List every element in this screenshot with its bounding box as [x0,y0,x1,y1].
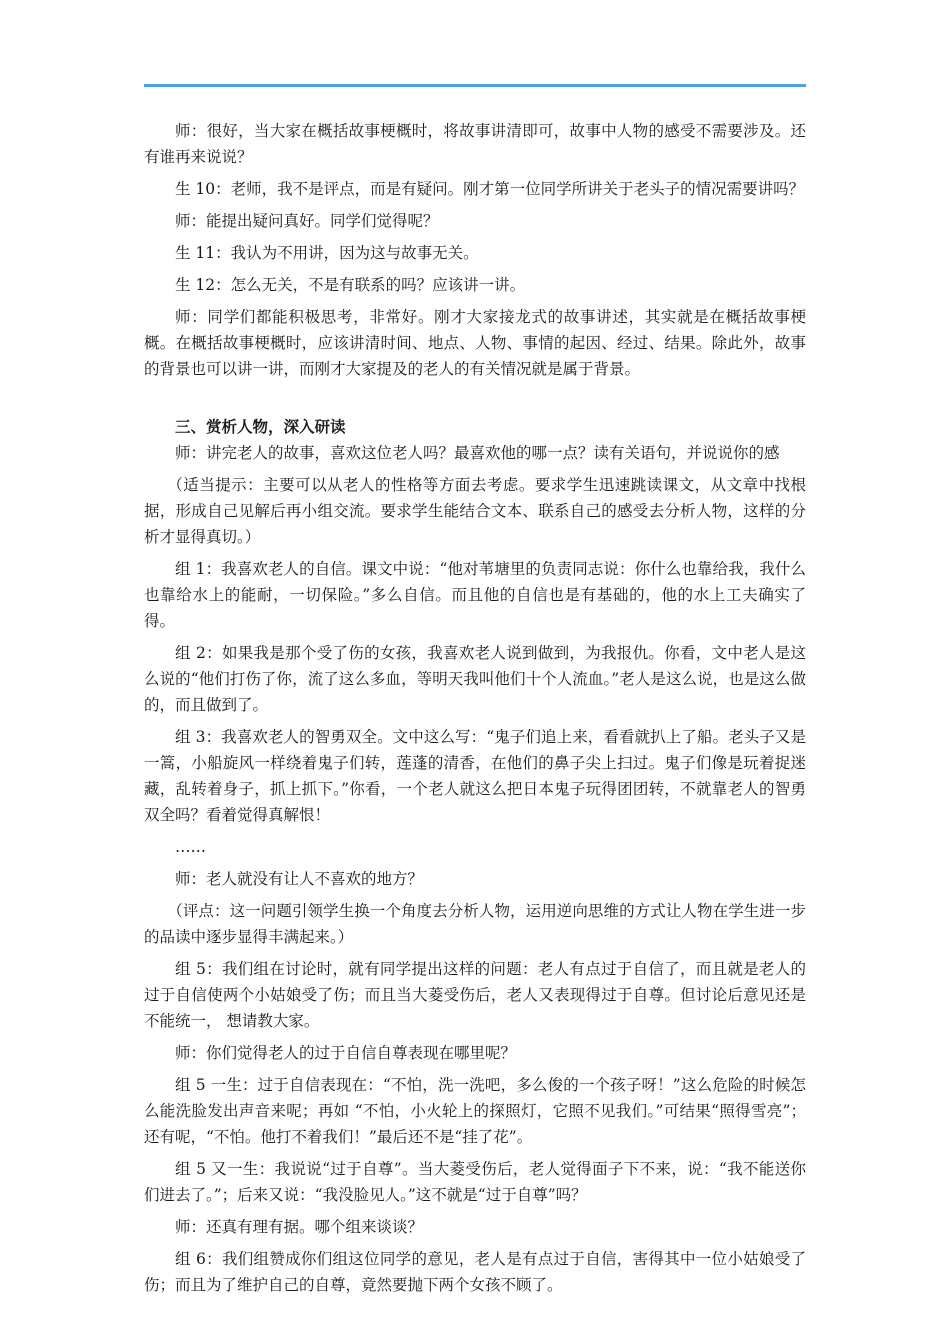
teaching-hint: （适当提示：主要可以从老人的性格等方面去考虑。要求学生迅速跳读课文，从文章中找根据，形成自己见解后再小组交流。要求学生能结合文本、联系自己的感受去分析人物，这样的分析才显得真切。） [144,476,806,546]
paragraph: 组 1：我喜欢老人的自信。课文中说：“他对苇塘里的负责同志说：你什么也靠给我，我什么也靠给水上的能耐，一切保险。”多么自信。而且他的自信也是有基础的，他的水上工夫确实了得。 [144,560,806,630]
section-heading: 三、赏析人物，深入研读 [175,417,346,436]
paragraph: 师：同学们都能积极思考，非常好。刚才大家接龙式的故事讲述，其实就是在概括故事梗概。在概括故事梗概时，应该讲清时间、地点、人物、事情的起因、经过、结果。除此外，故事的背景也可以讲一讲，而刚才大家提及的老人的有关情况就是属于背景。 [144,308,806,378]
paragraph: 组 2：如果我是那个受了伤的女孩，我喜欢老人说到做到，为我报仇。你看，文中老人是这么说的“他们打伤了你，流了这么多血，等明天我叫他们十个人流血。”老人是这么说，也是这么做的，而且做到了。 [144,644,806,714]
paragraph: 组 3：我喜欢老人的智勇双全。文中这么写：“鬼子们追上来，看看就扒上了船。老头子又是一篙，小船旋风一样绕着鬼子们转，莲蓬的清香，在他们的鼻子尖上扫过。鬼子们像是玩着捉迷藏，乱转着身子，抓上抓下。”你看，一个老人就这么把日本鬼子玩得团团转，不就靠老人的智勇双全吗？看着觉得真解恨！ [144,728,806,824]
paragraph: 生 10：老师，我不是评点，而是有疑问。刚才第一位同学所讲关于老头子的情况需要讲吗？ [175,180,805,198]
paragraph: 师：老人就没有让人不喜欢的地方？ [175,870,424,888]
teaching-comment: （评点：这一问题引领学生换一个角度去分析人物，运用逆向思维的方式让人物在学生进一步的品读中逐步显得丰满起来。） [144,902,806,946]
paragraph: 组 5：我们组在讨论时，就有同学提出这样的问题：老人有点过于自信了，而且就是老人的过于自信使两个小姑娘受了伤；而且当大菱受伤后，老人又表现得过于自尊。但讨论后意见还是不能统一， 想请教大家。 [144,960,806,1030]
ellipsis: …… [175,838,206,856]
paragraph: 组 6：我们组赞成你们组这位同学的意见，老人是有点过于自信，害得其中一位小姑娘受了伤；而且为了维护自己的自尊，竟然要抛下两个女孩不顾了。 [144,1250,806,1294]
paragraph: 生 12：怎么无关，不是有联系的吗？应该讲一讲。 [175,276,526,294]
paragraph: 组 5 一生：过于自信表现在：“不怕，洗一洗吧，多么俊的一个孩子呀！”这么危险的时候怎么能洗脸发出声音来呢；再如 “不怕，小火轮上的探照灯，它照不见我们。”可结果“照得雪亮”；还有呢，“不怕。他打不着我们！”最后还不是“挂了花”。 [144,1076,806,1146]
header-rule [144,84,806,87]
paragraph: 师：讲完老人的故事，喜欢这位老人吗？最喜欢他的哪一点？读有关语句，并说说你的感 [175,444,780,462]
paragraph: 师：很好，当大家在概括故事梗概时，将故事讲清即可，故事中人物的感受不需要涉及。还有谁再来说说？ [144,122,806,166]
paragraph: 师：能提出疑问真好。同学们觉得呢？ [175,212,439,230]
document-body [144,118,806,1304]
paragraph: 生 11：我认为不用讲，因为这与故事无关。 [175,244,479,262]
paragraph: 师：还真有理有据。哪个组来谈谈？ [175,1218,424,1236]
paragraph: 组 5 又一生：我说说“过于自尊”。当大菱受伤后，老人觉得面子下不来，说：“我不能送你们进去了。”；后来又说：“我没脸见人。”这不就是“过于自尊”吗？ [144,1160,806,1204]
paragraph: 师：你们觉得老人的过于自信自尊表现在哪里呢？ [175,1044,517,1062]
